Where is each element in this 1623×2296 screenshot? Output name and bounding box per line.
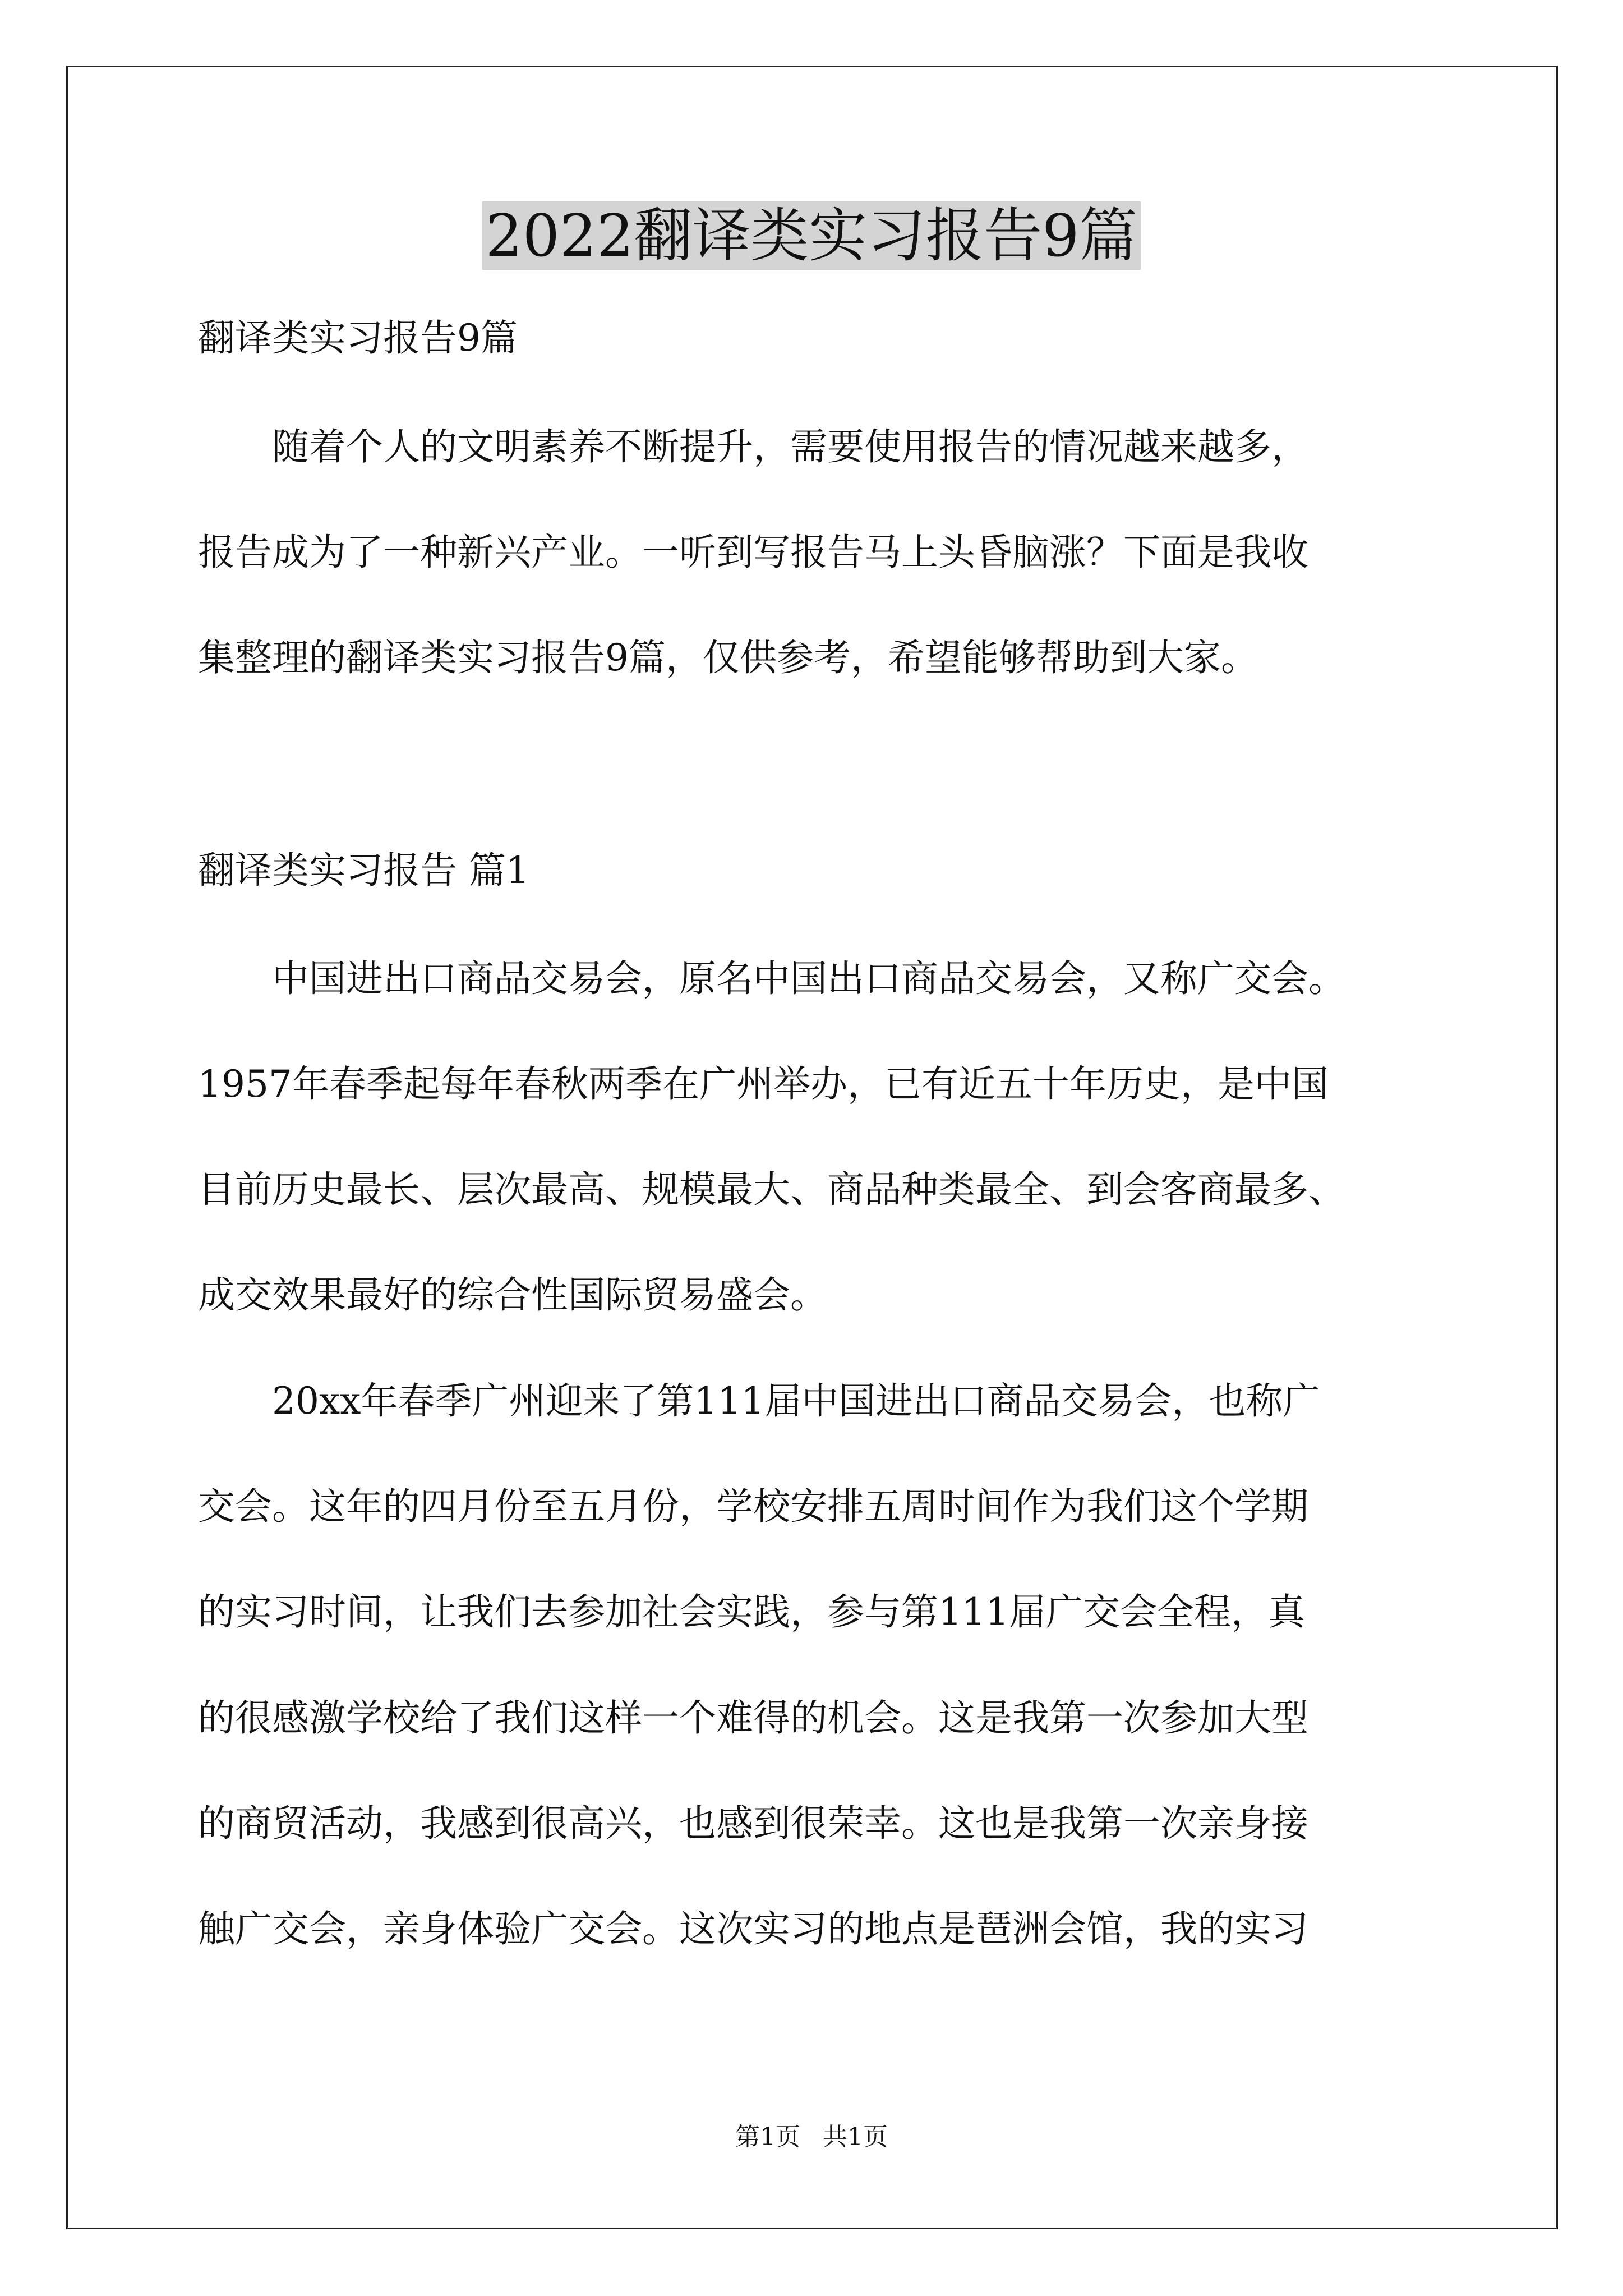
paragraph-line: 中国进出口商品交易会，原名中国出口商品交易会，又称广交会。 xyxy=(272,957,1345,1000)
intro-line: 集整理的翻译类实习报告9篇，仅供参考，希望能够帮助到大家。 xyxy=(198,636,1258,679)
paragraph-line: 目前历史最长、层次最高、规模最大、商品种类最全、到会客商最多、 xyxy=(198,1168,1345,1211)
paragraph-line: 交会。这年的四月份至五月份，学校安排五周时间作为我们这个学期 xyxy=(198,1485,1308,1528)
paragraph-line: 触广交会，亲身体验广交会。这次实习的地点是琶洲会馆，我的实习 xyxy=(198,1907,1308,1950)
paragraph-line: 1957年春季起每年春秋两季在广州举办，已有近五十年历史，是中国 xyxy=(198,1062,1329,1106)
page-footer xyxy=(0,2120,1623,2154)
document-subtitle: 翻译类实习报告9篇 xyxy=(198,316,518,360)
intro-line: 随着个人的文明素养不断提升，需要使用报告的情况越来越多， xyxy=(272,425,1308,468)
document-title-text: 2022翻译类实习报告9篇 xyxy=(482,201,1141,270)
section-heading: 翻译类实习报告 篇1 xyxy=(198,849,529,892)
paragraph-line: 的商贸活动，我感到很高兴，也感到很荣幸。这也是我第一次亲身接 xyxy=(198,1802,1308,1845)
page-number: 第1页 xyxy=(735,2123,800,2151)
paragraph-line: 成交效果最好的综合性国际贸易盛会。 xyxy=(198,1273,827,1317)
paragraph-line: 的很感激学校给了我们这样一个难得的机会。这是我第一次参加大型 xyxy=(198,1696,1308,1740)
paragraph-line: 20xx年春季广州迎来了第111届中国进出口商品交易会，也称广 xyxy=(272,1379,1320,1423)
page-total: 共1页 xyxy=(823,2123,888,2151)
paragraph-line: 的实习时间，让我们去参加社会实践，参与第111届广交会全程，真 xyxy=(198,1590,1305,1634)
intro-line: 报告成为了一种新兴产业。一听到写报告马上头昏脑涨？下面是我收 xyxy=(198,531,1308,574)
document-title xyxy=(0,194,1623,278)
